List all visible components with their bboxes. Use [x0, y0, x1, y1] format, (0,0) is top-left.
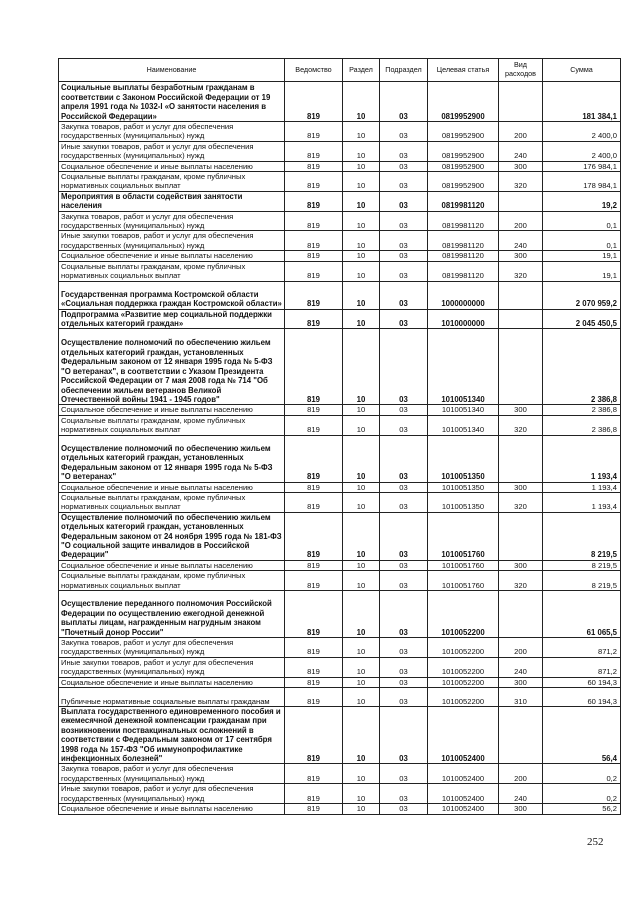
row-subsection: 03 [380, 482, 428, 492]
header-section: Раздел [343, 59, 380, 82]
row-expense-type [499, 591, 543, 638]
table-row [59, 482, 621, 492]
row-expense-type: 320 [499, 492, 543, 512]
row-name: Осуществление полномочий по обеспечению жильем отдельных категорий граждан, установленных Федеральным законом от 24 ноября 1995 года № 181-ФЗ "О социальной защите инвалидов в Российской Федерации" [59, 512, 285, 560]
row-target-article: 1010051340 [428, 405, 499, 415]
row-target-article: 1010051760 [428, 512, 499, 560]
row-section: 10 [343, 677, 380, 687]
row-section: 10 [343, 281, 380, 309]
table-row [59, 591, 621, 638]
row-department: 819 [285, 492, 343, 512]
table-row [59, 281, 621, 309]
header-amount: Сумма [543, 59, 621, 82]
row-section: 10 [343, 261, 380, 281]
row-section: 10 [343, 591, 380, 638]
row-department: 819 [285, 281, 343, 309]
row-subsection: 03 [380, 251, 428, 261]
row-expense-type [499, 281, 543, 309]
row-subsection: 03 [380, 191, 428, 211]
row-target-article: 1010052400 [428, 707, 499, 764]
row-department: 819 [285, 435, 343, 482]
row-target-article: 1010000000 [428, 309, 499, 329]
row-subsection: 03 [380, 405, 428, 415]
row-expense-type [499, 191, 543, 211]
row-subsection: 03 [380, 688, 428, 707]
row-name: Иные закупки товаров, работ и услуг для обеспечения государственных (муниципальных) нужд [59, 231, 285, 251]
row-expense-type: 200 [499, 122, 543, 142]
row-target-article: 1010052400 [428, 784, 499, 804]
row-amount: 0,2 [543, 764, 621, 784]
table-row [59, 122, 621, 142]
row-name: Социальные выплаты гражданам, кроме публичных нормативных социальных выплат [59, 415, 285, 435]
row-subsection: 03 [380, 571, 428, 591]
table-row [59, 657, 621, 677]
row-amount: 181 384,1 [543, 82, 621, 122]
row-subsection: 03 [380, 638, 428, 658]
row-name: Социальное обеспечение и иные выплаты населению [59, 405, 285, 415]
row-expense-type [499, 309, 543, 329]
row-section: 10 [343, 405, 380, 415]
row-section: 10 [343, 141, 380, 161]
row-target-article: 0819952900 [428, 82, 499, 122]
table-row [59, 261, 621, 281]
row-name: Подпрограмма «Развитие мер социальной поддержки отдельных категорий граждан» [59, 309, 285, 329]
row-amount: 8 219,5 [543, 571, 621, 591]
row-target-article: 0819952900 [428, 141, 499, 161]
row-target-article: 0819981120 [428, 251, 499, 261]
table-row [59, 251, 621, 261]
row-department: 819 [285, 707, 343, 764]
row-expense-type: 320 [499, 261, 543, 281]
row-section: 10 [343, 191, 380, 211]
row-amount: 176 984,1 [543, 161, 621, 171]
row-target-article: 1010052200 [428, 677, 499, 687]
row-amount: 2 070 959,2 [543, 281, 621, 309]
row-target-article: 0819952900 [428, 172, 499, 192]
row-amount: 0,2 [543, 784, 621, 804]
table-row [59, 231, 621, 251]
row-name: Государственная программа Костромской области «Социальная поддержка граждан Костромской области» [59, 281, 285, 309]
header-target-article: Целевая статья [428, 59, 499, 82]
row-subsection: 03 [380, 415, 428, 435]
row-department: 819 [285, 657, 343, 677]
row-amount: 56,2 [543, 804, 621, 814]
row-target-article: 1010052200 [428, 638, 499, 658]
row-amount: 56,4 [543, 707, 621, 764]
row-expense-type: 200 [499, 638, 543, 658]
row-amount: 8 219,5 [543, 560, 621, 570]
row-name: Закупка товаров, работ и услуг для обеспечения государственных (муниципальных) нужд [59, 122, 285, 142]
row-expense-type: 300 [499, 482, 543, 492]
row-section: 10 [343, 707, 380, 764]
row-name: Закупка товаров, работ и услуг для обеспечения государственных (муниципальных) нужд [59, 638, 285, 658]
row-subsection: 03 [380, 211, 428, 231]
row-department: 819 [285, 764, 343, 784]
row-section: 10 [343, 804, 380, 814]
row-department: 819 [285, 638, 343, 658]
row-amount: 2 045 450,5 [543, 309, 621, 329]
row-section: 10 [343, 571, 380, 591]
row-target-article: 0819952900 [428, 122, 499, 142]
row-department: 819 [285, 688, 343, 707]
row-subsection: 03 [380, 329, 428, 405]
row-subsection: 03 [380, 82, 428, 122]
row-target-article: 1010051340 [428, 415, 499, 435]
row-amount: 871,2 [543, 657, 621, 677]
row-section: 10 [343, 415, 380, 435]
row-amount: 8 219,5 [543, 512, 621, 560]
row-subsection: 03 [380, 784, 428, 804]
row-name: Социальное обеспечение и иные выплаты населению [59, 677, 285, 687]
row-department: 819 [285, 261, 343, 281]
row-department: 819 [285, 591, 343, 638]
row-target-article: 1010052200 [428, 591, 499, 638]
row-amount: 60 194,3 [543, 688, 621, 707]
page-number: 252 [587, 836, 604, 848]
row-amount: 60 194,3 [543, 677, 621, 687]
row-expense-type: 320 [499, 415, 543, 435]
row-department: 819 [285, 309, 343, 329]
row-department: 819 [285, 191, 343, 211]
header-name: Наименование [59, 59, 285, 82]
row-name: Закупка товаров, работ и услуг для обеспечения государственных (муниципальных) нужд [59, 211, 285, 231]
row-amount: 1 193,4 [543, 492, 621, 512]
row-department: 819 [285, 405, 343, 415]
row-subsection: 03 [380, 804, 428, 814]
row-section: 10 [343, 764, 380, 784]
row-subsection: 03 [380, 122, 428, 142]
row-subsection: 03 [380, 492, 428, 512]
row-name: Социальные выплаты безработным гражданам в соответствии с Законом Российской Федерации от 19 апреля 1991 года № 1032-I «О занятости населения в Российской Федерации» [59, 82, 285, 122]
table-row [59, 82, 621, 122]
row-subsection: 03 [380, 677, 428, 687]
table-row [59, 405, 621, 415]
row-department: 819 [285, 677, 343, 687]
row-name: Социальное обеспечение и иные выплаты населению [59, 161, 285, 171]
row-amount: 2 386,8 [543, 329, 621, 405]
row-subsection: 03 [380, 231, 428, 251]
row-target-article: 1010051760 [428, 560, 499, 570]
table-row [59, 707, 621, 764]
row-target-article: 1000000000 [428, 281, 499, 309]
row-name: Закупка товаров, работ и услуг для обеспечения государственных (муниципальных) нужд [59, 764, 285, 784]
row-amount: 1 193,4 [543, 482, 621, 492]
table-row [59, 688, 621, 707]
row-section: 10 [343, 688, 380, 707]
budget-table [58, 58, 621, 815]
row-expense-type: 300 [499, 405, 543, 415]
row-target-article: 1010052400 [428, 804, 499, 814]
row-name: Осуществление полномочий по обеспечению жильем отдельных категорий граждан, установленных Федеральным законом от 12 января 1995 года № 5-ФЗ "О ветеранах", в соответствии с Указом Президента Российской Федерации от 7 мая 2008 года № 714 "Об обеспечении жильем ветеранов Великой Отечественной войны 1941 - 1945 годов" [59, 329, 285, 405]
row-amount: 2 386,8 [543, 415, 621, 435]
row-expense-type [499, 707, 543, 764]
row-expense-type: 240 [499, 231, 543, 251]
row-amount: 0,1 [543, 211, 621, 231]
row-expense-type [499, 82, 543, 122]
row-subsection: 03 [380, 261, 428, 281]
table-row [59, 435, 621, 482]
row-expense-type [499, 435, 543, 482]
row-amount: 0,1 [543, 231, 621, 251]
row-name: Социальные выплаты гражданам, кроме публичных нормативных социальных выплат [59, 492, 285, 512]
row-target-article: 0819981120 [428, 211, 499, 231]
table-row [59, 172, 621, 192]
row-section: 10 [343, 638, 380, 658]
row-department: 819 [285, 141, 343, 161]
row-section: 10 [343, 435, 380, 482]
row-department: 819 [285, 172, 343, 192]
row-section: 10 [343, 122, 380, 142]
row-target-article: 0819981120 [428, 261, 499, 281]
table-row [59, 141, 621, 161]
row-target-article: 1010051350 [428, 482, 499, 492]
row-subsection: 03 [380, 657, 428, 677]
row-section: 10 [343, 251, 380, 261]
row-section: 10 [343, 657, 380, 677]
row-name: Социальное обеспечение и иные выплаты населению [59, 804, 285, 814]
table-row [59, 309, 621, 329]
row-name: Социальные выплаты гражданам, кроме публичных нормативных социальных выплат [59, 571, 285, 591]
row-department: 819 [285, 161, 343, 171]
row-subsection: 03 [380, 512, 428, 560]
row-name: Социальное обеспечение и иные выплаты населению [59, 482, 285, 492]
row-expense-type: 200 [499, 764, 543, 784]
header-row [59, 59, 621, 82]
row-target-article: 1010052200 [428, 657, 499, 677]
table-row [59, 764, 621, 784]
row-expense-type: 300 [499, 161, 543, 171]
row-section: 10 [343, 161, 380, 171]
row-target-article: 1010051340 [428, 329, 499, 405]
row-section: 10 [343, 482, 380, 492]
row-expense-type: 300 [499, 677, 543, 687]
table-row [59, 784, 621, 804]
row-target-article: 0819952900 [428, 161, 499, 171]
row-name: Социальные выплаты гражданам, кроме публичных нормативных социальных выплат [59, 261, 285, 281]
row-target-article: 0819981120 [428, 191, 499, 211]
row-department: 819 [285, 571, 343, 591]
row-amount: 61 065,5 [543, 591, 621, 638]
row-subsection: 03 [380, 435, 428, 482]
row-department: 819 [285, 415, 343, 435]
row-department: 819 [285, 512, 343, 560]
row-name: Осуществление переданного полномочия Российской Федерации по осуществлению ежегодной денежной выплаты лицам, награжденным нагрудным знаком "Почетный донор России" [59, 591, 285, 638]
row-section: 10 [343, 231, 380, 251]
row-name: Социальные выплаты гражданам, кроме публичных нормативных социальных выплат [59, 172, 285, 192]
row-target-article: 1010051350 [428, 435, 499, 482]
row-target-article: 1010052200 [428, 688, 499, 707]
row-name: Осуществление полномочий по обеспечению жильем отдельных категорий граждан, установленных Федеральным законом от 12 января 1995 года № 5-ФЗ "О ветеранах" [59, 435, 285, 482]
row-department: 819 [285, 231, 343, 251]
table-row [59, 329, 621, 405]
row-expense-type [499, 512, 543, 560]
row-name: Публичные нормативные социальные выплаты гражданам [59, 688, 285, 707]
row-section: 10 [343, 211, 380, 231]
table-row [59, 512, 621, 560]
row-amount: 19,2 [543, 191, 621, 211]
row-subsection: 03 [380, 591, 428, 638]
row-department: 819 [285, 804, 343, 814]
row-department: 819 [285, 211, 343, 231]
row-subsection: 03 [380, 172, 428, 192]
table-row [59, 191, 621, 211]
row-name: Социальное обеспечение и иные выплаты населению [59, 251, 285, 261]
row-name: Иные закупки товаров, работ и услуг для обеспечения государственных (муниципальных) нужд [59, 141, 285, 161]
row-name: Иные закупки товаров, работ и услуг для обеспечения государственных (муниципальных) нужд [59, 657, 285, 677]
row-subsection: 03 [380, 281, 428, 309]
table-row [59, 492, 621, 512]
row-expense-type: 310 [499, 688, 543, 707]
row-section: 10 [343, 82, 380, 122]
table-row [59, 211, 621, 231]
row-expense-type: 240 [499, 784, 543, 804]
row-amount: 19,1 [543, 261, 621, 281]
row-expense-type: 300 [499, 560, 543, 570]
row-target-article: 1010051350 [428, 492, 499, 512]
row-subsection: 03 [380, 161, 428, 171]
row-department: 819 [285, 122, 343, 142]
row-amount: 2 400,0 [543, 122, 621, 142]
row-target-article: 0819981120 [428, 231, 499, 251]
row-name: Иные закупки товаров, работ и услуг для обеспечения государственных (муниципальных) нужд [59, 784, 285, 804]
row-expense-type [499, 329, 543, 405]
header-expense-type: Вид расходов [499, 59, 543, 82]
row-subsection: 03 [380, 309, 428, 329]
header-subsection: Подраздел [380, 59, 428, 82]
row-expense-type: 240 [499, 141, 543, 161]
row-amount: 2 400,0 [543, 141, 621, 161]
row-target-article: 1010051760 [428, 571, 499, 591]
row-section: 10 [343, 560, 380, 570]
row-expense-type: 320 [499, 571, 543, 591]
row-target-article: 1010052400 [428, 764, 499, 784]
row-section: 10 [343, 492, 380, 512]
row-department: 819 [285, 784, 343, 804]
table-row [59, 560, 621, 570]
table-row [59, 804, 621, 814]
row-expense-type: 200 [499, 211, 543, 231]
row-subsection: 03 [380, 707, 428, 764]
row-department: 819 [285, 82, 343, 122]
row-department: 819 [285, 560, 343, 570]
row-expense-type: 240 [499, 657, 543, 677]
row-subsection: 03 [380, 764, 428, 784]
table-row [59, 677, 621, 687]
row-expense-type: 320 [499, 172, 543, 192]
row-section: 10 [343, 172, 380, 192]
table-row [59, 638, 621, 658]
row-amount: 1 193,4 [543, 435, 621, 482]
row-section: 10 [343, 329, 380, 405]
row-expense-type: 300 [499, 251, 543, 261]
row-department: 819 [285, 329, 343, 405]
row-name: Мероприятия в области содействия занятости населения [59, 191, 285, 211]
header-department: Ведомство [285, 59, 343, 82]
row-subsection: 03 [380, 560, 428, 570]
row-department: 819 [285, 482, 343, 492]
row-section: 10 [343, 784, 380, 804]
row-amount: 871,2 [543, 638, 621, 658]
row-section: 10 [343, 512, 380, 560]
table-row [59, 161, 621, 171]
budget-table-container [58, 58, 620, 815]
row-name: Выплата государственного единовременного пособия и ежемесячной денежной компенсации гражданам при возникновении поствакцинальных осложнений в соответствии с Федеральным законом от 17 сентября 1998 года № 157-ФЗ "Об иммунопрофилактике инфекционных болезней" [59, 707, 285, 764]
table-row [59, 571, 621, 591]
row-amount: 2 386,8 [543, 405, 621, 415]
row-amount: 178 984,1 [543, 172, 621, 192]
row-department: 819 [285, 251, 343, 261]
table-row [59, 415, 621, 435]
row-section: 10 [343, 309, 380, 329]
row-amount: 19,1 [543, 251, 621, 261]
row-name: Социальное обеспечение и иные выплаты населению [59, 560, 285, 570]
row-expense-type: 300 [499, 804, 543, 814]
row-subsection: 03 [380, 141, 428, 161]
table-body [59, 82, 621, 815]
